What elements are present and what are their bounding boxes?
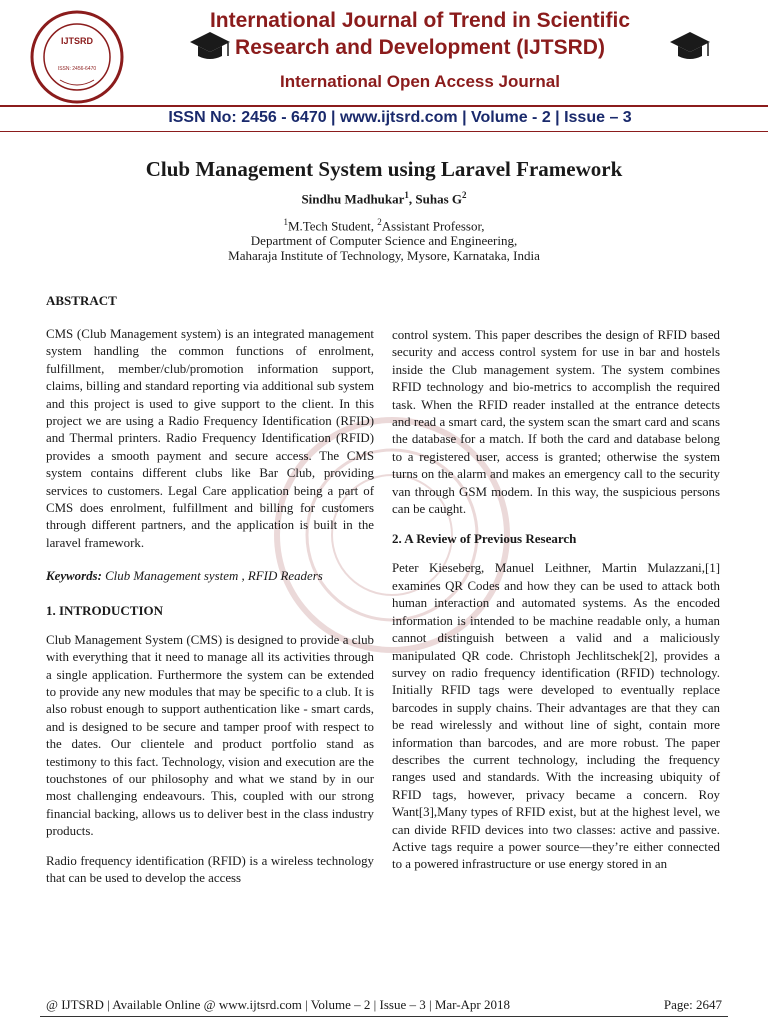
abstract-heading: ABSTRACT <box>46 293 117 308</box>
abstract-text: CMS (Club Management system) is an integrated management system handling the common functions of enrolment, fulfillment, member/club/promotion information support, claims, billing and standard reporting via additional sub system and this project is used to give support to the client. In this project we are using a Radio Frequency Identification (RFID) and Thermal printers. Radio Frequency Identification (RFID) provides a smooth payment and secure access. The CMS system contains different clubs like Bar Club, providing services to customers. Legal Care application being a part of CMS does enrolment, fulfillment and billing for customers through different partners, and the application is built in the laravel framework. <box>46 327 374 550</box>
author-sup: 1 <box>404 190 409 200</box>
review-heading: 2. A Review of Previous Research <box>392 531 577 547</box>
intro-paragraph-1: Club Management System (CMS) is designed to provide a club with everything that it need to manage all its activities through a single application. Furthermore the system can be extended to provide any new modules that may be specific to a club. It is also robust enough to support authentication like - smart cards, and is designed to be secure and tamper proof with respect to the dates. Our clientele and product portfolio stand as testimony to this fact. Technology, vision and execution are the touchstones of our philosophy and what we stand by in our most challenging endeavours. This, coupled with our strong financial backing, allows us to deliver best in the class industry products. <box>46 632 374 839</box>
keywords-text: Club Management system , RFID Readers <box>101 569 323 584</box>
paper-title: Club Management System using Laravel Framework <box>145 157 623 181</box>
author-name: Suhas G <box>415 191 463 207</box>
svg-text:IJTSRD: IJTSRD <box>60 36 94 46</box>
affiliation-line3: Maharaja Institute of Technology, Mysore, Karnataka, India <box>228 248 540 264</box>
journal-title-line2: Research and Development (IJTSRD) <box>235 36 605 59</box>
journal-subtitle: International Open Access Journal <box>280 72 560 91</box>
keywords-label: Keywords: <box>46 569 102 584</box>
graduation-cap-icon <box>668 30 712 64</box>
footer-citation: @ IJTSRD | Available Online @ www.ijtsrd.com | Volume – 2 | Issue – 3 | Mar-Apr 2018 <box>46 997 511 1012</box>
journal-logo-seal <box>30 10 124 104</box>
author-sup: 2 <box>462 190 467 200</box>
author-name: Sindhu Madhukar <box>301 191 405 207</box>
review-paragraph: Peter Kieseberg, Manuel Leithner, Martin Mulazzani,[1] examines QR Codes and how they can be used to attack both human interaction and automated systems. As the encoded information is intended to be machine readable only, a human cannot distinguish between a valid and a maliciously manipulated QR code. Christoph Jechlitschek[2], provides a survey on radio frequency identification (RFID) technology. Initially RFID tags were developed to eventually replace barcodes in supply chains. Their advantages are that they can be read wirelessly and without line of sight, contain more information than barcodes, and are more robust. The paper describes the current technology, including the frequency ranges used and standards. With the increasing ubiquity of RFID tags, however, privacy became a concern. Roy Want[3],Many types of RFID exist, but at the highest level, we can divide RFID devices into two classes: active and passive. Active tags require a power source—they’re either connected to a powered infrastructure or use energy stored in an <box>392 561 720 872</box>
affiliation-line2: Department of Computer Science and Engineering, <box>250 233 518 249</box>
svg-text:ISSN: 2456-6470: ISSN: 2456-6470 <box>57 66 97 72</box>
paper-affiliations <box>0 215 768 263</box>
issn-line: ISSN No: 2456 - 6470 | www.ijtsrd.com | Volume - 2 | Issue – 3 <box>168 109 632 126</box>
intro-heading: 1. INTRODUCTION <box>46 602 164 618</box>
graduation-cap-icon <box>188 30 232 64</box>
page-footer <box>46 996 722 1014</box>
page-number: Page: 2647 <box>663 997 722 1012</box>
header-rule-bottom <box>0 131 768 132</box>
journal-title-line1: International Journal of Trend in Scientific <box>209 9 631 32</box>
left-column <box>46 292 374 887</box>
continued-paragraph: control system. This paper describes the design of RFID based security and access control system for use in bar and hostels inside the Club management system. The system combines RFID technology and bio-metrics to accomplish the required task. When the RFID reader installed at the entrance detects and read a smart card, the system scan the smart card and scans the database for a match. If both the card and database belong to a registered user, access is granted; otherwise the system turns on the alarm and makes an emergency call to the security van through GSM modem. In this way, the suspicious persons can be caught. <box>392 328 720 517</box>
intro-paragraph-2: Radio frequency identification (RFID) is a wireless technology that can be used to develop the access <box>46 853 374 885</box>
footer-rule <box>40 1016 728 1017</box>
right-column <box>392 327 720 874</box>
affiliation-line1: $^1$M.Tech Student, $^2$Assistant Professor, <box>283 217 485 234</box>
paper-authors: Sindhu Madhukar$^1$, Suhas $G^2$ <box>301 190 467 207</box>
keywords <box>46 568 374 585</box>
